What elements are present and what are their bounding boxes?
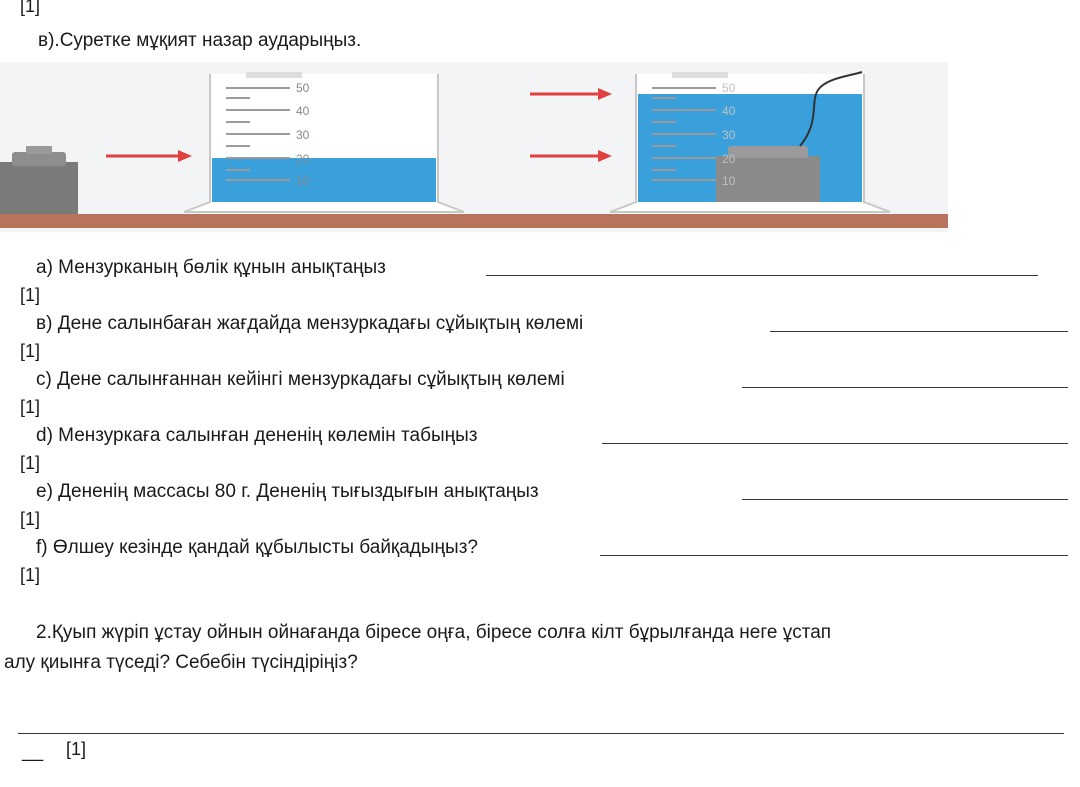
answer-line-c[interactable] [742,387,1068,388]
answer-line-e[interactable] [742,499,1068,500]
scale-right-40: 40 [722,104,736,118]
mark-c: [1] [20,397,41,417]
task2-answer-line[interactable] [18,733,1064,734]
scale-left-30: 30 [296,128,310,142]
question-e: е) Дененің массасы 80 г. Дененің тығыздығын анықтаңыз [36,481,539,502]
table-surface [0,214,948,228]
instruction-text: в).Суретке мұқият назар аударыңыз. [38,30,362,51]
mark-d: [1] [20,453,41,473]
mark-e: [1] [20,509,41,529]
scale-right-30: 30 [722,128,736,142]
mark-b: [1] [20,341,41,361]
task2-text-line2: алу қиынға түседі? Себебін түсіндіріңіз? [4,652,358,673]
scale-left-50: 50 [296,81,310,95]
scale-right-20: 20 [722,152,736,166]
scale-left-20: 20 [296,152,310,166]
mark-a: [1] [20,285,41,305]
answer-line-d[interactable] [602,443,1068,444]
answer-line-a[interactable] [486,275,1038,276]
question-d: d) Мензуркаға салынған дененің көлемін табыңыз [36,425,478,446]
scale-left-10: 10 [296,174,310,188]
scale-right-10: 10 [722,174,736,188]
measuring-cylinders-figure [0,62,948,232]
task2-mark: [1] [66,739,87,759]
task2-answer-dash: __ [22,741,44,762]
question-f: f) Өлшеу кезінде қандай құбылысты байқадыңыз? [36,537,478,558]
header-mark: [1] [20,0,41,16]
answer-line-b[interactable] [770,331,1068,332]
task2-text-line1: 2.Қуып жүріп ұстау ойнын ойнағанда біресе оңға, біресе солға кілт бұрылғанда неге ұстап [36,622,832,643]
question-b: в) Дене салынбаған жағдайда мензуркадағы сұйықтың көлемі [36,313,584,334]
scale-left-40: 40 [296,104,310,118]
cylinder-right [610,72,890,212]
mark-f: [1] [20,565,41,585]
question-a: а) Мензурканың бөлік құнын анықтаңыз [36,257,386,278]
answer-line-f[interactable] [600,555,1068,556]
cylinder-left [184,72,464,212]
scale-right-50: 50 [722,81,736,95]
question-c: с) Дене салынғаннан кейінгі мензуркадағы сұйықтың көлемі [36,369,565,390]
